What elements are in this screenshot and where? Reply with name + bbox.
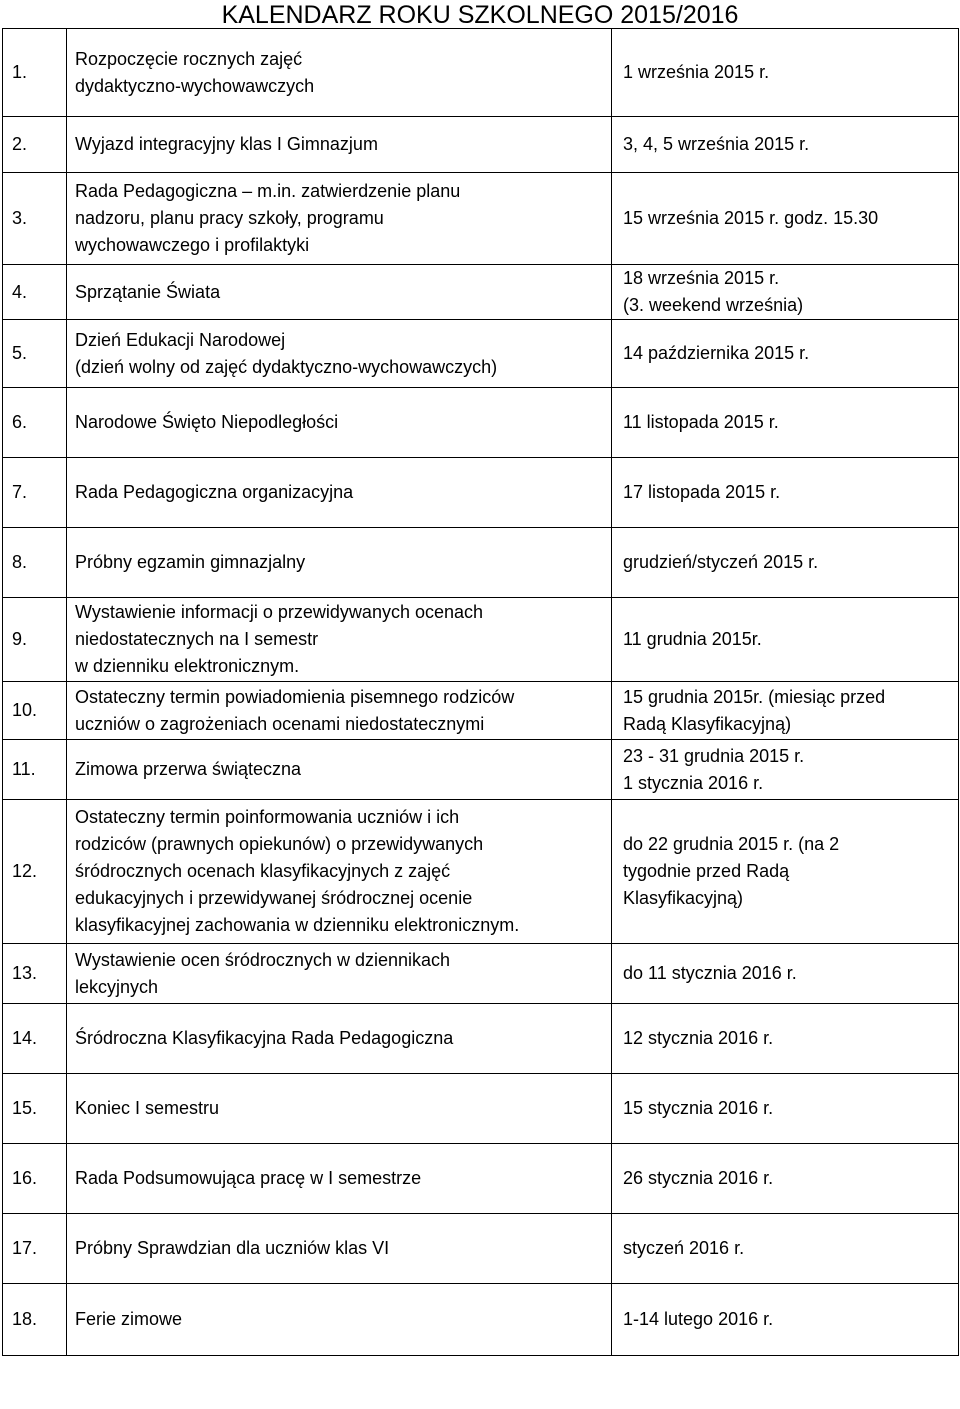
row-number: 11. [3,740,67,800]
event-cell [67,1144,612,1214]
row-number: 10. [3,682,67,740]
date-cell [612,598,959,682]
event-line: uczniów o zagrożeniach ocenami niedostatecznymi [75,713,485,734]
date-line: 15 grudnia 2015r. (miesiąc przed [623,686,886,707]
date-line: (3. weekend września) [623,295,804,315]
table-row [3,388,959,458]
table-row [3,1004,959,1074]
event-line: rodziców (prawnych opiekunów) o przewidywanych [75,834,484,854]
date-cell [612,173,959,265]
date-cell [612,1144,959,1214]
event-line: dydaktyczno-wychowawczych [75,75,315,96]
date-line: 14 października 2015 r. [623,343,810,363]
date-line: 3, 4, 5 września 2015 r. [623,134,810,154]
event-line: Sprzątanie Świata [75,281,221,302]
date-cell [612,682,959,740]
date-cell [612,944,959,1004]
row-number: 12. [3,800,67,944]
event-line: Rozpoczęcie rocznych zajęć [75,48,303,69]
table-row [3,598,959,682]
event-line: śródrocznych ocenach klasyfikacyjnych z zajęć [75,861,451,881]
date-line: 11 grudnia 2015r. [623,629,762,649]
date-cell [612,458,959,528]
table-row [3,1214,959,1284]
table-row [3,265,959,320]
event-line: klasyfikacyjnej zachowania w dzienniku elektronicznym. [75,915,520,935]
date-cell [612,740,959,800]
event-cell [67,388,612,458]
table-row [3,528,959,598]
event-cell [67,528,612,598]
event-line: Koniec I semestru [75,1098,220,1118]
row-number: 15. [3,1074,67,1144]
event-cell [67,1284,612,1356]
date-line: styczeń 2016 r. [623,1238,745,1258]
table-row [3,320,959,388]
event-line: Wyjazd integracyjny klas I Gimnazjum [75,134,378,154]
event-line: w dzienniku elektronicznym. [75,656,300,676]
date-cell [612,1214,959,1284]
row-number: 17. [3,1214,67,1284]
calendar-table [2,28,959,1356]
row-number: 14. [3,1004,67,1074]
table-row [3,117,959,173]
date-line: 12 stycznia 2016 r. [623,1028,774,1048]
date-line: do 11 stycznia 2016 r. [623,963,797,983]
table-row [3,740,959,800]
table-row [3,458,959,528]
row-number: 13. [3,944,67,1004]
event-cell [67,598,612,682]
date-cell [612,1074,959,1144]
event-line: edukacyjnych i przewidywanej śródrocznej ocenie [75,888,473,908]
table-row [3,1284,959,1356]
date-line: 17 listopada 2015 r. [623,482,781,502]
event-cell [67,117,612,173]
date-cell [612,1004,959,1074]
row-number: 8. [3,528,67,598]
event-line: Zimowa przerwa świąteczna [75,759,302,779]
date-cell [612,117,959,173]
date-cell [612,388,959,458]
event-line: Wystawienie informacji o przewidywanych ocenach [75,602,484,622]
date-line: 26 stycznia 2016 r. [623,1168,774,1188]
row-number: 4. [3,265,67,320]
date-cell [612,528,959,598]
table-row [3,29,959,117]
row-number: 1. [3,29,67,117]
table-row [3,1074,959,1144]
row-number: 7. [3,458,67,528]
event-line: Rada Pedagogiczna – m.in. zatwierdzenie planu [75,181,461,201]
row-number: 18. [3,1284,67,1356]
event-cell [67,1214,612,1284]
date-line: 15 września 2015 r. godz. 15.30 [623,208,879,228]
event-cell [67,1004,612,1074]
event-line: wychowawczego i profilaktyki [75,235,310,255]
date-line: do 22 grudnia 2015 r. (na 2 [623,834,840,854]
event-line: Wystawienie ocen śródrocznych w dziennikach [75,949,451,970]
date-line: 18 września 2015 r. [623,268,780,288]
date-line: tygodnie przed Radą [623,861,790,881]
event-line: Dzień Edukacji Narodowej [75,329,286,350]
event-line: nadzoru, planu pracy szkoły, programu [75,208,384,228]
table-row [3,800,959,944]
event-cell [67,458,612,528]
event-line: niedostatecznych na I semestr [75,629,319,649]
date-cell [612,29,959,117]
event-cell [67,173,612,265]
date-line: 11 listopada 2015 r. [623,412,779,432]
date-line: Klasyfikacyjną) [623,888,744,908]
date-cell [612,800,959,944]
event-line: Ostateczny termin powiadomienia pisemnego rodziców [75,686,515,707]
event-cell [67,800,612,944]
event-cell [67,944,612,1004]
event-line: Ostateczny termin poinformowania uczniów i ich [75,807,460,827]
calendar-table-body [3,29,959,1356]
event-line: Próbny Sprawdzian dla uczniów klas VI [75,1238,390,1258]
event-line: Rada Pedagogiczna organizacyjna [75,482,354,502]
date-line: 1-14 lutego 2016 r. [623,1309,774,1329]
row-number: 5. [3,320,67,388]
date-cell [612,1284,959,1356]
table-row [3,944,959,1004]
date-line: 1 września 2015 r. [623,62,770,82]
event-line: Ferie zimowe [75,1309,183,1329]
table-row [3,1144,959,1214]
event-line: Próbny egzamin gimnazjalny [75,552,306,572]
event-line: (dzień wolny od zajęć dydaktyczno-wychowawczych) [75,356,498,377]
row-number: 3. [3,173,67,265]
date-line: grudzień/styczeń 2015 r. [623,552,819,572]
table-row [3,173,959,265]
date-line: Radą Klasyfikacyjną) [623,713,792,734]
event-cell [67,320,612,388]
table-row [3,682,959,740]
event-cell [67,265,612,320]
event-cell [67,29,612,117]
row-number: 16. [3,1144,67,1214]
event-line: Rada Podsumowująca pracę w I semestrze [75,1168,422,1188]
event-line: lekcyjnych [75,976,159,997]
event-line: Narodowe Święto Niepodległości [75,412,339,432]
row-number: 9. [3,598,67,682]
event-cell [67,1074,612,1144]
row-number: 6. [3,388,67,458]
event-cell [67,682,612,740]
date-line: 15 stycznia 2016 r. [623,1098,774,1118]
page-title: KALENDARZ ROKU SZKOLNEGO 2015/2016 [221,1,739,29]
date-line: 1 stycznia 2016 r. [623,772,764,793]
date-line: 23 - 31 grudnia 2015 r. [623,745,805,766]
date-cell [612,265,959,320]
event-cell [67,740,612,800]
event-line: Śródroczna Klasyfikacyjna Rada Pedagogiczna [75,1028,454,1048]
date-cell [612,320,959,388]
row-number: 2. [3,117,67,173]
